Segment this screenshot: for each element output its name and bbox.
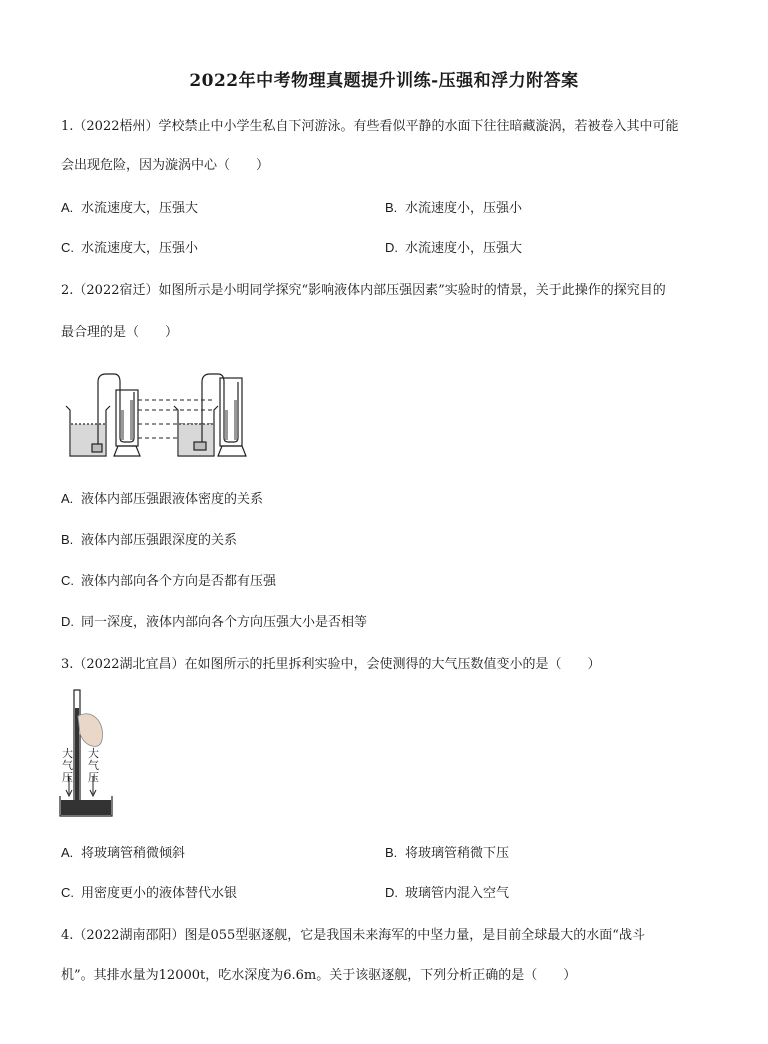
atmospheric-pressure-label-right: 大气压	[88, 747, 99, 784]
document-title: 2022年中考物理真题提升训练-压强和浮力附答案	[189, 71, 579, 91]
option-text: 将玻璃管稍微下压	[405, 846, 510, 861]
q4-stem-line-2: 机”。其排水量为12000t，吃水深度为6.6m。关于该驱逐舰，下列分析正确的是（ ）	[61, 968, 577, 983]
pressure-gauge-experiment-figure	[62, 368, 252, 464]
option-key: C.	[61, 573, 74, 588]
option-text: 水流速度小，压强大	[405, 241, 523, 256]
option-key: C.	[61, 240, 74, 255]
option-text: 水流速度大，压强小	[81, 241, 199, 256]
q3-option-c	[61, 882, 237, 901]
option-key: A.	[61, 491, 74, 506]
q2-option-d	[61, 611, 367, 630]
option-text: 玻璃管内混入空气	[405, 886, 510, 901]
q2-option-a	[61, 488, 263, 507]
q1-option-d	[385, 237, 522, 256]
option-text: 将玻璃管稍微倾斜	[81, 846, 186, 861]
q3-stem-line-1: 3.（2022湖北宜昌）在如图所示的托里拆利实验中，会使测得的大气压数值变小的是（ ）	[61, 657, 601, 672]
option-key: D.	[385, 885, 398, 900]
option-key: A.	[61, 200, 74, 215]
q3-option-d	[385, 882, 509, 901]
option-text: 水流速度大，压强大	[81, 201, 199, 216]
q1-option-a	[61, 197, 198, 216]
q4-stem-line-1: 4.（2022湖南邵阳）图是055型驱逐舰，它是我国未来海军的中坚力量，是目前全球最大的水面“战斗	[61, 928, 645, 943]
q2-stem-line-2: 最合理的是（ ）	[61, 325, 179, 340]
option-key: B.	[385, 200, 398, 215]
q3-option-b	[385, 842, 509, 861]
q2-option-b	[61, 529, 237, 548]
q2-stem-line-1: 2.（2022宿迁）如图所示是小明同学探究“影响液体内部压强因素”实验时的情景，关于此操作的探究目的	[61, 283, 666, 298]
option-text: 液体内部向各个方向是否都有压强	[81, 574, 277, 589]
q1-option-c	[61, 237, 198, 256]
q1-stem-line-1: 1.（2022梧州）学校禁止中小学生私自下河游泳。有些看似平静的水面下往往暗藏漩涡，若被卷入其中可能	[61, 119, 679, 134]
q3-option-a	[61, 842, 185, 861]
q1-stem-line-2: 会出现危险，因为漩涡中心（ ）	[61, 158, 270, 173]
atmospheric-pressure-label-left: 大气压	[62, 747, 73, 784]
option-key: B.	[385, 845, 398, 860]
option-text: 用密度更小的液体替代水银	[81, 886, 238, 901]
option-key: D.	[61, 614, 74, 629]
option-key: A.	[61, 845, 74, 860]
option-text: 液体内部压强跟深度的关系	[81, 533, 238, 548]
option-key: C.	[61, 885, 74, 900]
option-text: 水流速度小，压强小	[405, 201, 523, 216]
q2-option-c	[61, 570, 276, 589]
q1-option-b	[385, 197, 522, 216]
option-key: B.	[61, 532, 74, 547]
option-text: 同一深度，液体内部向各个方向压强大小是否相等	[81, 615, 368, 630]
option-text: 液体内部压强跟液体密度的关系	[81, 492, 264, 507]
option-key: D.	[385, 240, 398, 255]
